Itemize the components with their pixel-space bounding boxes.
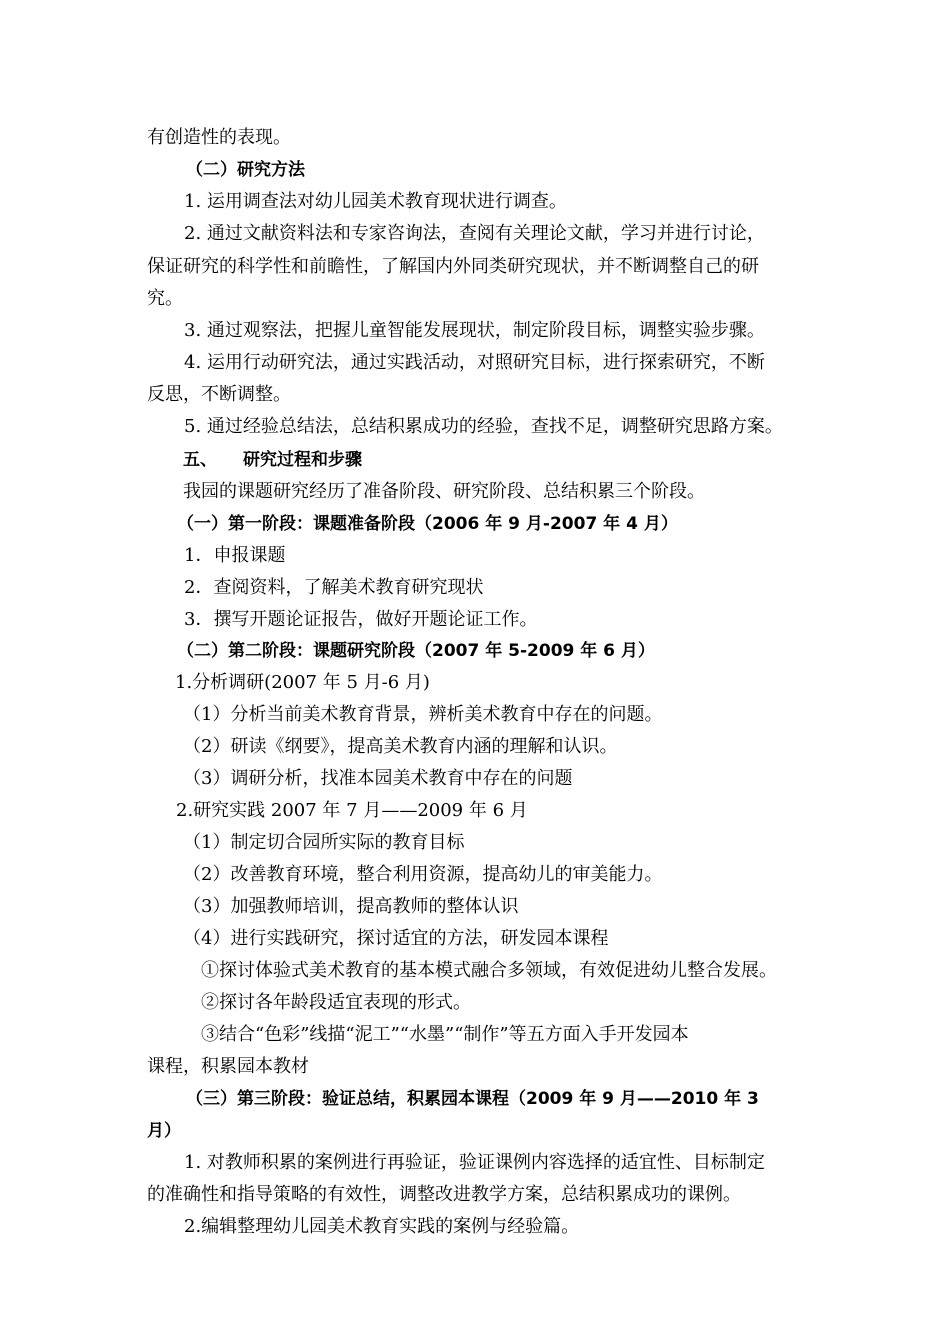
sub-item: （4）进行实践研究，探讨适宜的方法，研发园本课程 — [183, 928, 609, 949]
list-item: 1．申报课题 — [184, 545, 286, 566]
circled-item: ③结合“色彩”线描“泥工”“水墨”“制作”等五方面入手开发园本 — [201, 1024, 689, 1045]
list-item: 2. 通过文献资料法和专家咨询法，查阅有关理论文献，学习并进行讨论， — [184, 223, 765, 244]
sub-item: （2）研读《纲要》，提高美术教育内涵的理解和认识。 — [183, 736, 618, 757]
list-item: 1. 运用调查法对幼儿园美术教育现状进行调查。 — [184, 191, 567, 212]
list-item: 2．查阅资料，了解美术教育研究现状 — [184, 577, 484, 598]
paragraph-line: 保证研究的科学性和前瞻性，了解国内外同类研究现状，并不断调整自己的研 — [147, 256, 759, 277]
section-number: 五、 — [183, 450, 217, 470]
paragraph-line: 有创造性的表现。 — [147, 127, 291, 148]
sub-item: （1）制定切合园所实际的教育目标 — [183, 832, 465, 853]
list-item: 2.研究实践 2007 年 7 月——2009 年 6 月 — [176, 800, 528, 821]
sub-item: （2）改善教育环境，整合利用资源，提高幼儿的审美能力。 — [183, 864, 663, 885]
paragraph-line: 究。 — [147, 288, 183, 309]
paragraph-line: 的准确性和指导策略的有效性，调整改进教学方案，总结积累成功的课例。 — [147, 1184, 741, 1205]
phase-heading: （二）第二阶段：课题研究阶段（2007 年 5-2009 年 6 月） — [177, 641, 655, 661]
list-item: 4. 运用行动研究法，通过实践活动，对照研究目标，进行探索研究，不断 — [184, 352, 765, 373]
sub-item: （3）加强教师培训，提高教师的整体认识 — [183, 896, 519, 917]
list-item: 3．撰写开题论证报告，做好开题论证工作。 — [184, 609, 538, 630]
phase-heading: （一）第一阶段：课题准备阶段（2006 年 9 月-2007 年 4 月） — [177, 514, 678, 534]
list-item: 1. 对教师积累的案例进行再验证，验证课例内容选择的适宜性、目标制定 — [184, 1152, 765, 1173]
sub-item: （3）调研分析，找准本园美术教育中存在的问题 — [183, 768, 573, 789]
list-item: 3. 通过观察法，把握儿童智能发展现状，制定阶段目标，调整实验步骤。 — [184, 320, 765, 341]
phase-heading: （三）第三阶段：验证总结，积累园本课程（2009 年 9 月——2010 年 3 — [186, 1089, 759, 1109]
list-item: 2.编辑整理幼儿园美术教育实践的案例与经验篇。 — [184, 1216, 580, 1237]
phase-heading-continued: 月） — [147, 1121, 181, 1141]
sub-item: （1）分析当前美术教育背景，辨析美术教育中存在的问题。 — [183, 704, 663, 725]
section-heading: 研究过程和步骤 — [243, 450, 362, 470]
list-item: 5. 通过经验总结法，总结积累成功的经验，查找不足，调整研究思路方案。 — [184, 416, 783, 437]
circled-item: ②探讨各年龄段适宜表现的形式。 — [201, 992, 471, 1013]
paragraph-line: 课程，积累园本教材 — [147, 1056, 309, 1077]
paragraph-line: 我园的课题研究经历了准备阶段、研究阶段、总结积累三个阶段。 — [183, 481, 705, 502]
section-heading: （二）研究方法 — [186, 160, 305, 180]
paragraph-line: 反思，不断调整。 — [147, 384, 291, 405]
list-item: 1.分析调研(2007 年 5 月-6 月) — [175, 672, 430, 693]
circled-item: ①探讨体验式美术教育的基本模式融合多领域，有效促进幼儿整合发展。 — [201, 960, 777, 981]
